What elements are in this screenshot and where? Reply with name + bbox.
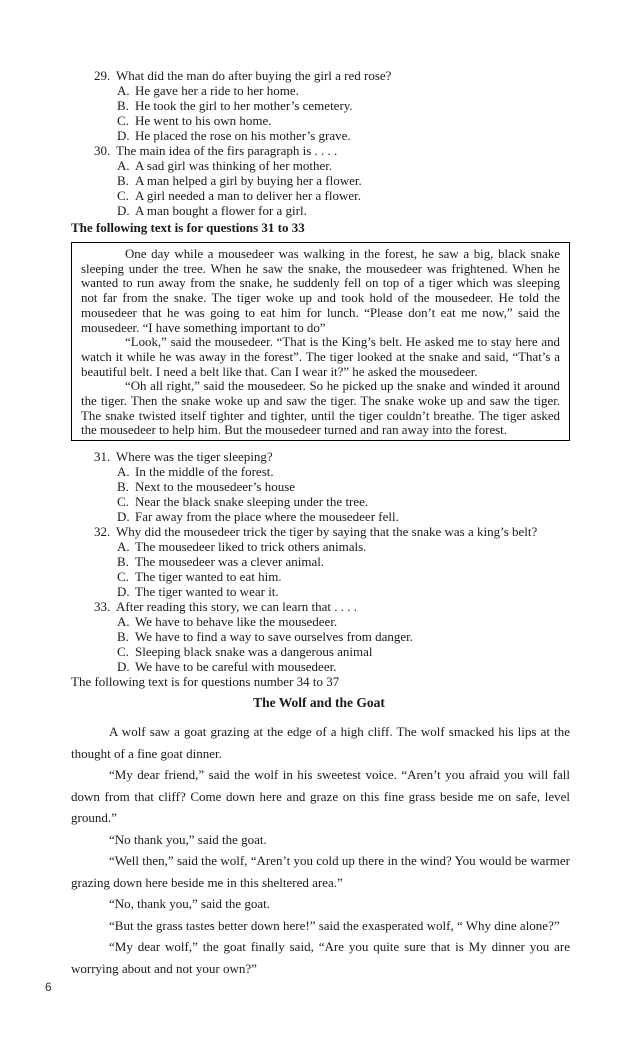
option-letter: C.	[117, 494, 129, 509]
option-text: The tiger wanted to eat him.	[135, 569, 282, 584]
option-letter: D.	[117, 203, 130, 218]
option-letter: A.	[117, 614, 130, 629]
option-text: A girl needed a man to deliver her a flower.	[135, 188, 361, 203]
question-31	[94, 449, 590, 464]
option-33-b	[117, 629, 590, 644]
option-text: Far away from the place where the mousedeer fell.	[135, 509, 399, 524]
option-32-c	[117, 569, 590, 584]
passage-paragraph-2: “Look,” said the mousedeer. “That is the King’s belt. He asked me to stay here and watch it while he was away in the forest”. The tiger looked at the snake and said, “That’s a beautiful belt. I need a belt like that. Can I wear it?” he asked the mousedeer.	[81, 335, 560, 379]
section-header-34-37: The following text is for questions number 34 to 37	[71, 674, 340, 689]
reading-passage-box	[71, 242, 570, 441]
option-text: He placed the rose on his mother’s grave.	[135, 128, 351, 143]
question-number: 33.	[94, 599, 111, 614]
option-text: A man bought a flower for a girl.	[135, 203, 307, 218]
option-letter: A.	[117, 464, 130, 479]
option-letter: D.	[117, 509, 130, 524]
document-page	[0, 68, 638, 979]
question-text: What did the man do after buying the girl a red rose?	[116, 68, 392, 83]
option-30-d	[117, 203, 590, 218]
option-30-c	[117, 188, 590, 203]
story-paragraph-7: “My dear wolf,” the goat finally said, “Are you quite sure that is My dinner you are worrying about and not your own?”	[71, 939, 570, 976]
option-letter: C.	[117, 188, 129, 203]
option-text: Sleeping black snake was a dangerous animal	[135, 644, 373, 659]
option-letter: B.	[117, 554, 129, 569]
story-paragraph-5: “No, thank you,” said the goat.	[109, 896, 271, 911]
story-paragraph-4: “Well then,” said the wolf, “Aren’t you cold up there in the wind? You would be warmer grazing down here beside me in this sheltered area.”	[71, 853, 570, 890]
option-letter: C.	[117, 644, 129, 659]
option-letter: B.	[117, 629, 129, 644]
option-31-d	[117, 509, 590, 524]
option-letter: A.	[117, 158, 130, 173]
story-paragraph-1: A wolf saw a goat grazing at the edge of a high cliff. The wolf smacked his lips at the thought of a fine goat dinner.	[71, 724, 570, 761]
option-29-d	[117, 128, 590, 143]
story-title: The Wolf and the Goat	[253, 695, 385, 710]
option-29-a	[117, 83, 590, 98]
question-29	[94, 68, 590, 83]
option-text: A sad girl was thinking of her mother.	[135, 158, 333, 173]
question-number: 30.	[94, 143, 111, 158]
question-text: The main idea of the firs paragraph is . . . .	[116, 143, 338, 158]
option-letter: A.	[117, 539, 130, 554]
option-letter: D.	[117, 584, 130, 599]
option-31-c	[117, 494, 590, 509]
option-text: A man helped a girl by buying her a flower.	[135, 173, 362, 188]
option-text: We have to find a way to save ourselves from danger.	[135, 629, 414, 644]
option-letter: D.	[117, 128, 130, 143]
question-number: 29.	[94, 68, 111, 83]
option-30-b	[117, 173, 590, 188]
passage-paragraph-1: One day while a mousedeer was walking in the forest, he saw a big, black snake sleeping under the tree. When he saw the snake, the mousedeer was frightened. When he wanted to run away from the snake, he suddenly fell on top of a tiger which was sleeping not far from the snake. The tiger woke up and took hold of the mousedeer. He told the mousedeer that he was going to eat him for lunch. “Please don’t eat me now,” said the mousedeer. “I have something important to do”	[81, 247, 560, 335]
questions-29-30	[94, 68, 590, 218]
option-33-a	[117, 614, 590, 629]
story-paragraph-3: “No thank you,” said the goat.	[109, 831, 267, 847]
option-32-a	[117, 539, 590, 554]
question-number: 32.	[94, 524, 111, 539]
option-text: The mousedeer liked to trick others animals.	[135, 539, 367, 554]
question-text: Why did the mousedeer trick the tiger by saying that the snake was a king’s belt?	[116, 524, 538, 539]
story-paragraph-6: “But the grass tastes better down here!” said the exasperated wolf, “ Why dine alone?”	[109, 917, 560, 933]
option-text: Near the black snake sleeping under the tree.	[135, 494, 369, 509]
option-letter: B.	[117, 173, 129, 188]
option-text: We have to behave like the mousedeer.	[135, 614, 338, 629]
option-letter: C.	[117, 569, 129, 584]
question-number: 31.	[94, 449, 111, 464]
option-29-c	[117, 113, 590, 128]
question-30	[94, 143, 590, 158]
option-text: He gave her a ride to her home.	[135, 83, 299, 98]
option-32-b	[117, 554, 590, 569]
option-text: The mousedeer was a clever animal.	[135, 554, 325, 569]
option-33-c	[117, 644, 590, 659]
option-letter: D.	[117, 659, 130, 674]
question-32	[94, 524, 590, 539]
option-32-d	[117, 584, 590, 599]
option-text: He took the girl to her mother’s cemetery.	[135, 98, 353, 113]
page-number: 6	[45, 980, 52, 994]
option-letter: B.	[117, 479, 129, 494]
option-letter: C.	[117, 113, 129, 128]
option-30-a	[117, 158, 590, 173]
option-text: The tiger wanted to wear it.	[135, 584, 279, 599]
question-text: After reading this story, we can learn that . . . .	[116, 599, 358, 614]
story-paragraph-2: “My dear friend,” said the wolf in his sweetest voice. “Aren’t you afraid you will fall down from that cliff? Come down here and graze on this fine grass beside me on safe, level ground.”	[71, 767, 570, 825]
option-29-b	[117, 98, 590, 113]
option-text: Next to the mousedeer’s house	[135, 479, 296, 494]
option-text: In the middle of the forest.	[135, 464, 274, 479]
option-text: We have to be careful with mousedeer.	[135, 659, 337, 674]
option-31-b	[117, 479, 590, 494]
option-text: He went to his own home.	[135, 113, 272, 128]
option-letter: B.	[117, 98, 129, 113]
option-33-d	[117, 659, 590, 674]
option-letter: A.	[117, 83, 130, 98]
question-text: Where was the tiger sleeping?	[116, 449, 273, 464]
passage-paragraph-3: “Oh all right,” said the mousedeer. So he picked up the snake and winded it around the tiger. Then the snake woke up and saw the tiger. The snake woke up and saw the tiger. The snake twisted itself tighter and tighter, until the tiger couldn’t breathe. The tiger asked the mousedeer to help him. But the mousedeer turned and ran away into the forest.	[81, 379, 560, 438]
questions-31-33	[94, 449, 590, 674]
story-section	[71, 721, 570, 979]
section-header-31-33: The following text is for questions 31 to 33	[71, 220, 305, 235]
option-31-a	[117, 464, 590, 479]
question-33	[94, 599, 590, 614]
